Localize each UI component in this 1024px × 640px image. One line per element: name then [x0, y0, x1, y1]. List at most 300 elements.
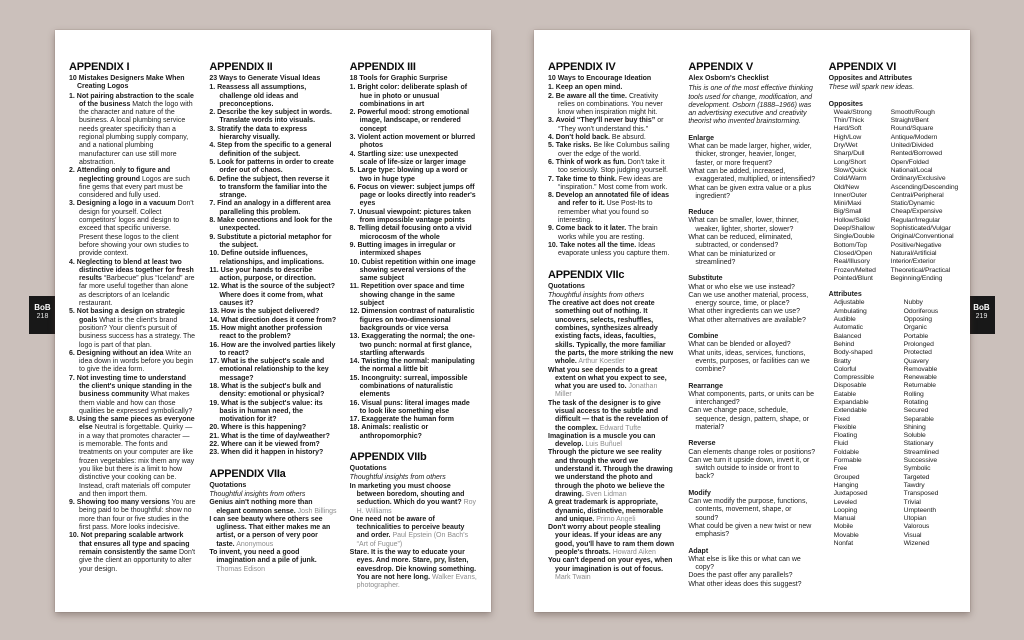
- checklist-question: Can we modify the purpose, functions, contents, movement, shape, or sound?: [688, 498, 808, 522]
- word-item: Mini/Maxi: [833, 200, 862, 208]
- item-lead: Don't hold back.: [555, 134, 610, 142]
- item-text: or “They won't understand this.”: [558, 117, 664, 133]
- word-item: Hanging: [833, 481, 859, 489]
- list-item: [209, 441, 336, 449]
- word-item: Looping: [833, 506, 858, 514]
- list-item: [350, 424, 477, 441]
- book-page-left: [55, 30, 491, 612]
- quote: [350, 549, 477, 590]
- item-text: Few ideas are “inspiration.” Most come from work.: [558, 175, 668, 191]
- list-item: [350, 84, 477, 109]
- group-adapt: [688, 548, 815, 589]
- item-number: 7.: [548, 175, 554, 183]
- item-number: 15.: [349, 374, 360, 382]
- text-column-2: [209, 61, 336, 594]
- word-item: Sharp/Dull: [833, 150, 865, 158]
- item-number: 5.: [209, 158, 216, 166]
- word-item: Straight/Bent: [890, 117, 929, 125]
- item-number: 13.: [349, 333, 360, 341]
- section-appendix-iii: [350, 61, 477, 441]
- item-lead: Avoid “They'll never buy this”: [555, 117, 656, 125]
- item-lead: How might another profession react to the problem?: [219, 324, 323, 341]
- checklist-question: Does the past offer any parallels?: [688, 572, 793, 580]
- item-number: 7.: [349, 208, 356, 216]
- word-item: Rotating: [903, 398, 929, 406]
- group-heading: Substitute: [688, 275, 723, 283]
- list-item: [209, 433, 336, 441]
- item-number: 7.: [209, 200, 216, 208]
- section-appendix-ii: [209, 61, 336, 458]
- word-item: Adjustable: [833, 299, 865, 307]
- word-item: Sophisticated/Vulgar: [890, 225, 951, 233]
- word-item: Antique/Modern: [890, 133, 938, 141]
- word-item: Round/Square: [890, 125, 934, 133]
- word-item: Regular/Irregular: [890, 216, 940, 224]
- item-lead: Bright color: deliberate splash of hue in photo or unusual combinations in art: [357, 84, 468, 108]
- item-lead: Butting images in irregular or intermixed shapes: [357, 241, 456, 258]
- item-text: “Barbecue” plus “Iceland” are far more useful together than alone as descriptors of an Icelandic restaurant.: [79, 275, 195, 308]
- word-item: Nonfat: [833, 540, 854, 548]
- quote-attribution: Jonathan Miller: [555, 383, 658, 399]
- word-column-1: [834, 109, 891, 283]
- word-item: Removable: [903, 365, 938, 373]
- item-lead: What is the subject's value: its basis in human need, the motivation for it?: [219, 399, 323, 424]
- group-heading: Enlarge: [688, 134, 715, 142]
- item-lead: Twisting the normal: manipulating the normal a little bit: [359, 358, 475, 374]
- checklist-question: What components, parts, or units can be interchanged?: [688, 390, 815, 407]
- list-item: [209, 234, 336, 251]
- list-item: [209, 159, 336, 176]
- group-heading: Reverse: [688, 440, 716, 448]
- item-number: 6.: [209, 175, 216, 183]
- checklist-question: What other alternatives are available?: [688, 316, 806, 324]
- item-lead: Incongruity: surreal, impossible combinations of naturalistic elements: [359, 374, 468, 399]
- item-number: 5.: [548, 142, 554, 150]
- item-lead: Violent action movement or blurred photos: [357, 134, 476, 150]
- quote: [548, 367, 675, 400]
- item-number: 3.: [349, 134, 356, 142]
- word-item: Opposing: [903, 316, 932, 324]
- list-item: [548, 159, 675, 176]
- quote: [548, 433, 675, 450]
- list-item: [209, 383, 336, 400]
- word-item: Central/Peripheral: [890, 191, 944, 199]
- item-number: 21.: [209, 432, 220, 440]
- checklist-question: What could be given a new twist or new emphasis?: [688, 522, 812, 539]
- item-lead: Repetition over space and time showing change in the same subject: [359, 283, 465, 308]
- appendix-subtitle: 10 Ways to Encourage Ideation: [548, 75, 652, 82]
- list-item: [350, 109, 477, 134]
- group-reverse: [688, 440, 815, 481]
- item-text: Match the logo with the character and nature of the business. A local plumbing service needs greater specificity than a regional plumbing supply company, and a national plumbing manufacturer can use still more abstraction.: [79, 100, 193, 166]
- quote-text: A great trademark is appropriate, dynamic, distinctive, memorable and unique.: [548, 499, 664, 523]
- section-appendix-viia: [209, 468, 336, 574]
- group-enlarge: [688, 135, 815, 201]
- appendix-subtitle: Quotations: [209, 481, 247, 489]
- group-opposites: [828, 100, 959, 284]
- word-item: Ascending/Descending: [890, 183, 959, 191]
- checklist-question: Can we change pace, schedule, sequence, design, pattern, shape, or material?: [688, 407, 809, 431]
- word-item: Deep/Shallow: [833, 225, 875, 233]
- word-item: Extendable: [833, 407, 867, 415]
- word-column-2: [890, 108, 959, 283]
- item-lead: Where can it be viewed from?: [221, 441, 320, 449]
- word-item: Rented/Borrowed: [890, 150, 943, 158]
- item-number: 10.: [349, 258, 360, 266]
- item-number: 6.: [69, 349, 75, 357]
- quote-text: The task of the designer is to give visual access to the subtle and difficult — that is the revelation of the complex.: [548, 399, 668, 432]
- word-item: Transposed: [903, 490, 939, 498]
- list-item: [69, 375, 196, 416]
- word-item: Dry/Wet: [833, 142, 858, 150]
- page-number-left: 218: [36, 313, 49, 320]
- word-item: Smooth/Rough: [890, 108, 935, 116]
- word-item: Prolonged: [903, 340, 934, 348]
- item-number: 3.: [69, 200, 75, 208]
- item-lead: Visual puns: literal images made to look like something else: [359, 399, 470, 415]
- list-item: [69, 167, 196, 200]
- item-number: 4.: [548, 134, 554, 142]
- appendix-title: APPENDIX VI: [828, 61, 897, 73]
- word-item: Bottom/Top: [833, 241, 868, 249]
- item-number: 5.: [69, 308, 75, 316]
- word-item: Quavery: [903, 357, 929, 365]
- word-item: Big/Small: [833, 208, 862, 216]
- tab-brand-left: BoB: [34, 303, 51, 312]
- section-appendix-iv: [548, 61, 675, 259]
- word-item: Interior/Exterior: [890, 258, 936, 266]
- item-number: 10.: [209, 250, 220, 258]
- list-item: [350, 358, 477, 375]
- list-item: [69, 308, 196, 349]
- item-number: 17.: [349, 416, 360, 424]
- group-rearrange: [688, 383, 815, 433]
- item-number: 19.: [209, 399, 220, 407]
- word-item: Eatable: [833, 390, 857, 398]
- list-item: [350, 242, 477, 259]
- quote-text: Imagination is a muscle you can develop.: [548, 432, 656, 449]
- word-item: Compressible: [833, 374, 875, 382]
- list-item: [209, 109, 336, 126]
- word-item: Grouped: [833, 473, 860, 481]
- item-number: 6.: [349, 183, 356, 191]
- word-item: Umpteenth: [903, 506, 937, 514]
- appendix-title: APPENDIX VIIb: [349, 451, 427, 464]
- item-lead: What is the subject's bulk and density: emotional or physical?: [219, 382, 325, 399]
- group-heading: Modify: [688, 489, 711, 497]
- item-number: 20.: [209, 424, 220, 432]
- item-lead: Take notes all the time.: [559, 241, 637, 249]
- list-item: [209, 200, 336, 217]
- list-item: [209, 317, 336, 325]
- word-item: Bratty: [833, 357, 851, 365]
- list-item: [548, 225, 675, 242]
- item-lead: How is the subject delivered?: [221, 308, 320, 316]
- word-item: Foldable: [833, 448, 859, 456]
- item-number: 2.: [69, 167, 75, 175]
- item-lead: Reassess all assumptions, challenge old ideas and preconceptions.: [217, 84, 307, 108]
- item-lead: Be aware all the time.: [555, 92, 627, 100]
- item-text: Use Post-Its to remember what you found so interesting.: [558, 200, 653, 225]
- list-item: [350, 151, 477, 168]
- checklist-question: What can be miniaturized or streamlined?: [688, 250, 776, 266]
- item-lead: Exaggerate the human form: [361, 416, 454, 424]
- appendix-subtitle: 23 Ways to Generate Visual Ideas: [209, 75, 321, 82]
- word-item: Tawdry: [903, 481, 925, 489]
- word-item: Symbolic: [903, 465, 931, 473]
- quote: [209, 549, 336, 574]
- section-appendix-viic: [548, 269, 675, 583]
- item-lead: Not investing time to understand the client's unique standing in the business community: [76, 374, 192, 399]
- appendix-subtitle: Alex Osborn's Checklist: [688, 75, 769, 82]
- item-lead: Animals: realistic or anthropomorphic?: [359, 424, 429, 440]
- appendix-tagline: Thoughtful insights from others: [349, 474, 446, 482]
- group-heading: Combine: [688, 333, 719, 341]
- word-item: Hollow/Solid: [833, 216, 870, 224]
- item-number: 8.: [69, 416, 75, 424]
- item-lead: Startling size: use unexpected scale of life-size or larger image: [357, 150, 466, 166]
- word-item: Successive: [903, 457, 938, 465]
- word-item: Pointed/Blunt: [833, 274, 873, 282]
- group-heading: Reduce: [688, 209, 714, 217]
- item-lead: What is the subject's scale and emotional relationship to the key message?: [219, 358, 329, 382]
- item-lead: Not preparing scalable artwork that ensures all type and spacing remain consistently the same: [79, 532, 190, 556]
- checklist-question: Can elements change roles or positions?: [688, 448, 816, 456]
- item-lead: Define the subject, then reverse it to transform the familiar into the strange.: [217, 175, 330, 200]
- list-item: [209, 176, 336, 201]
- word-item: Separable: [903, 415, 934, 423]
- appendix-subtitle: Quotations: [349, 465, 387, 473]
- appendix-tagline: These will spark new ideas.: [828, 84, 915, 92]
- list-item: [548, 142, 675, 159]
- quote-attribution: Anonymous: [236, 540, 274, 548]
- group-heading: Adapt: [688, 547, 709, 555]
- item-text: Ideas evaporate unless you capture them.: [558, 241, 670, 258]
- item-lead: How are the involved parties likely to react?: [219, 341, 336, 357]
- checklist-question: What can be added, increased, exaggerated, multiplied, or intensified?: [688, 167, 816, 184]
- quote: [209, 516, 336, 549]
- word-item: Long/Short: [833, 158, 866, 166]
- checklist-question: What units, ideas, services, functions, events, purposes, or facilities can we combine?: [688, 349, 810, 374]
- text-column-1: [69, 61, 196, 594]
- appendix-tagline: Thoughtful insights from others: [548, 291, 645, 299]
- word-item: Shining: [903, 423, 926, 431]
- item-number: 10.: [69, 532, 79, 540]
- word-item: Natural/Artificial: [890, 249, 937, 257]
- word-item: Colorful: [833, 365, 857, 373]
- section-appendix-i: [69, 61, 196, 574]
- list-item: [548, 176, 675, 193]
- item-lead: Cubist repetition within one image showing several versions of the same subject: [359, 258, 476, 283]
- item-number: 15.: [209, 324, 220, 332]
- item-lead: Make connections and look for the unexpected.: [217, 217, 333, 233]
- word-item: Nubby: [903, 299, 923, 307]
- checklist-question: What can be smaller, lower, thinner, weaker, lighter, shorter, slower?: [688, 217, 799, 233]
- quote-text: To invent, you need a good imagination and a pile of junk.: [209, 549, 317, 565]
- quote: [548, 300, 675, 366]
- list-item: [209, 250, 336, 267]
- list-item: [209, 142, 336, 159]
- item-lead: Where is this happening?: [221, 424, 307, 432]
- item-lead: Large type: blowing up a word or two in huge type: [357, 167, 468, 183]
- word-item: Movable: [833, 531, 859, 539]
- list-item: [548, 134, 675, 142]
- list-item: [209, 283, 336, 308]
- list-item: [69, 532, 196, 573]
- item-lead: When did it happen in history?: [221, 449, 324, 457]
- appendix-title: APPENDIX VIIc: [548, 268, 625, 281]
- quote-text: In marketing you must choose between boredom, shouting and seduction. Which do you want?: [349, 482, 465, 507]
- word-item: Inner/Outer: [833, 191, 867, 199]
- quote-text: The creative act does not create something out of nothing. It uncovers, selects, reshuffles, combines, synthesizes already existing facts, ideas, faculties, skills. Typically, the more familiar the parts, the more striking the new whole.: [548, 300, 674, 366]
- word-item: Soluble: [903, 432, 926, 440]
- item-number: 22.: [209, 441, 220, 449]
- item-lead: Think of work as fun.: [555, 158, 626, 166]
- item-number: 3.: [548, 117, 554, 125]
- list-item: [69, 499, 196, 532]
- group-modify: [688, 490, 815, 540]
- list-item: [350, 416, 477, 424]
- quote-text: What you see depends to a great extent on what you expect to see, what you are used to.: [548, 366, 667, 391]
- list-item: [209, 217, 336, 234]
- item-number: 2.: [349, 109, 356, 117]
- item-lead: Use your hands to describe action, purpose, or direction.: [219, 266, 316, 283]
- item-text: What makes them viable and how can those qualities be expressed symbolically?: [79, 391, 193, 415]
- appendix-intro: This is one of the most effective thinking tools used for change, modification, and development. Osborn (1888–1966) was an advertising executive and creativity theorist who invented brainstorming.: [688, 85, 813, 126]
- quote-text: Don't worry about people stealing your ideas. If your ideas are any good, you'll have to ram them down people's throats.: [548, 524, 675, 557]
- item-lead: Describe the key subject in words. Translate words into visuals.: [217, 109, 332, 125]
- text-column-2: [688, 61, 815, 594]
- item-number: 16.: [349, 399, 360, 407]
- item-lead: Not pairing abstraction to the scale of the business: [76, 92, 194, 108]
- group-substitute: [688, 275, 815, 325]
- item-lead: What is the time of day/weather?: [221, 432, 330, 440]
- word-item: Real/Illusory: [833, 258, 870, 266]
- item-number: 5.: [349, 167, 356, 175]
- group-heading: Attributes: [828, 291, 862, 299]
- list-item: [209, 267, 336, 284]
- item-lead: Powerful mood: strong emotional image, landscape, or rendered concept: [357, 109, 470, 133]
- word-item: Utopian: [903, 515, 927, 523]
- item-number: 4.: [69, 258, 75, 266]
- list-item: [209, 325, 336, 342]
- list-item: [209, 358, 336, 383]
- list-item: [69, 259, 196, 309]
- word-item: Fluid: [833, 440, 848, 448]
- word-item: Hard/Soft: [833, 125, 862, 133]
- list-item: [209, 449, 336, 457]
- text-column-3: [828, 61, 959, 594]
- list-item: [350, 308, 477, 333]
- quote-attribution: Luis Buñuel: [585, 441, 622, 449]
- word-item: Visual: [903, 531, 922, 539]
- checklist-question: What can be given extra value or a plus ingredient?: [688, 184, 812, 200]
- quote-text: Through the picture we see reality and through the word we understand it. Through the drawing we understand the photo and through the photo we believe the drawing.: [548, 449, 673, 498]
- item-number: 11.: [209, 266, 219, 274]
- word-item: Portable: [903, 332, 929, 340]
- word-item: Open/Folded: [890, 158, 929, 166]
- item-lead: Designing a logo in a vacuum: [76, 200, 176, 208]
- page-tab-right: [968, 296, 995, 334]
- item-lead: Look for patterns in order to create order out of chaos.: [217, 158, 334, 175]
- quote-text: You can't depend on your eyes, when your imagination is out of focus.: [548, 557, 673, 573]
- list-item: [209, 400, 336, 425]
- item-number: 1.: [349, 84, 356, 92]
- word-item: Floating: [833, 432, 858, 440]
- word-item: Body-shaped: [833, 349, 873, 357]
- item-number: 18.: [349, 424, 360, 432]
- section-appendix-viib: [350, 451, 477, 590]
- word-item: Slow/Quick: [833, 166, 867, 174]
- quote-attribution: Arthur Koestler: [578, 358, 626, 366]
- checklist-question: What else is like this or what can we copy?: [688, 555, 801, 572]
- item-text: Be absurd.: [611, 134, 646, 142]
- list-item: [548, 192, 675, 225]
- quote: [548, 557, 675, 582]
- word-item: Trivial: [903, 498, 921, 506]
- section-appendix-vi: [828, 61, 959, 548]
- list-item: [350, 225, 477, 242]
- list-item: [69, 200, 196, 258]
- word-item: Weak/Strong: [833, 108, 872, 116]
- quote-attribution: Sven Lidman: [585, 490, 627, 498]
- quote: [548, 449, 675, 499]
- item-number: 18.: [209, 382, 220, 390]
- checklist-question: Can we turn it upside down, invert it, or switch outside to inside or front to back?: [688, 456, 810, 481]
- appendix-subtitle: 10 Mistakes Designers Make When Creating Logos: [69, 75, 185, 91]
- item-lead: Find an analogy in a different area paralleling this problem.: [217, 200, 331, 216]
- quote-attribution: Paul Epstein (On Bach's “Art of Fugue”): [356, 532, 469, 548]
- item-lead: Come back to it later.: [555, 225, 627, 233]
- list-item: [209, 342, 336, 359]
- item-lead: Define outside influences, relationships, and implications.: [219, 250, 324, 266]
- appendix-title: APPENDIX IV: [548, 61, 616, 73]
- word-item: Expandable: [833, 398, 869, 406]
- item-lead: Telling detail focusing onto a vivid microcosm of the whole: [357, 225, 472, 241]
- section-appendix-v: [688, 61, 815, 589]
- item-lead: Keep an open mind.: [555, 84, 623, 92]
- item-lead: Unusual viewpoint: pictures taken from impossible vantage points: [357, 208, 472, 225]
- item-number: 7.: [69, 374, 75, 382]
- checklist-question: Can we use another material, process, energy source, time, or place?: [688, 291, 809, 308]
- item-lead: Take risks.: [555, 142, 592, 150]
- item-number: 23.: [209, 449, 220, 457]
- word-item: Audible: [833, 316, 856, 324]
- word-item: Cheap/Expensive: [890, 208, 943, 216]
- appendix-tagline: Thoughtful insights from others: [209, 490, 306, 498]
- item-lead: Showing too many versions: [76, 499, 170, 507]
- list-item: [209, 126, 336, 143]
- group-reduce: [688, 209, 815, 267]
- quote: [209, 499, 336, 516]
- list-item: [350, 333, 477, 358]
- word-item: High/Low: [833, 133, 862, 141]
- item-lead: Substitute a pictorial metaphor for the subject.: [217, 233, 332, 249]
- list-item: [350, 375, 477, 400]
- list-item: [209, 84, 336, 109]
- list-item: [350, 167, 477, 184]
- item-lead: Stratify the data to express hierarchy visually.: [217, 125, 307, 142]
- tab-brand-right: BoB: [973, 303, 990, 312]
- item-number: 16.: [209, 341, 220, 349]
- item-number: 3.: [209, 125, 216, 133]
- quote: [548, 499, 675, 524]
- quote-attribution: Josh Billings: [297, 507, 337, 515]
- word-item: Theoretical/Practical: [890, 266, 951, 274]
- word-item: Thin/Thick: [833, 117, 865, 125]
- item-lead: Attending only to figure and neglecting ground: [76, 167, 171, 183]
- word-item: Manual: [833, 515, 856, 523]
